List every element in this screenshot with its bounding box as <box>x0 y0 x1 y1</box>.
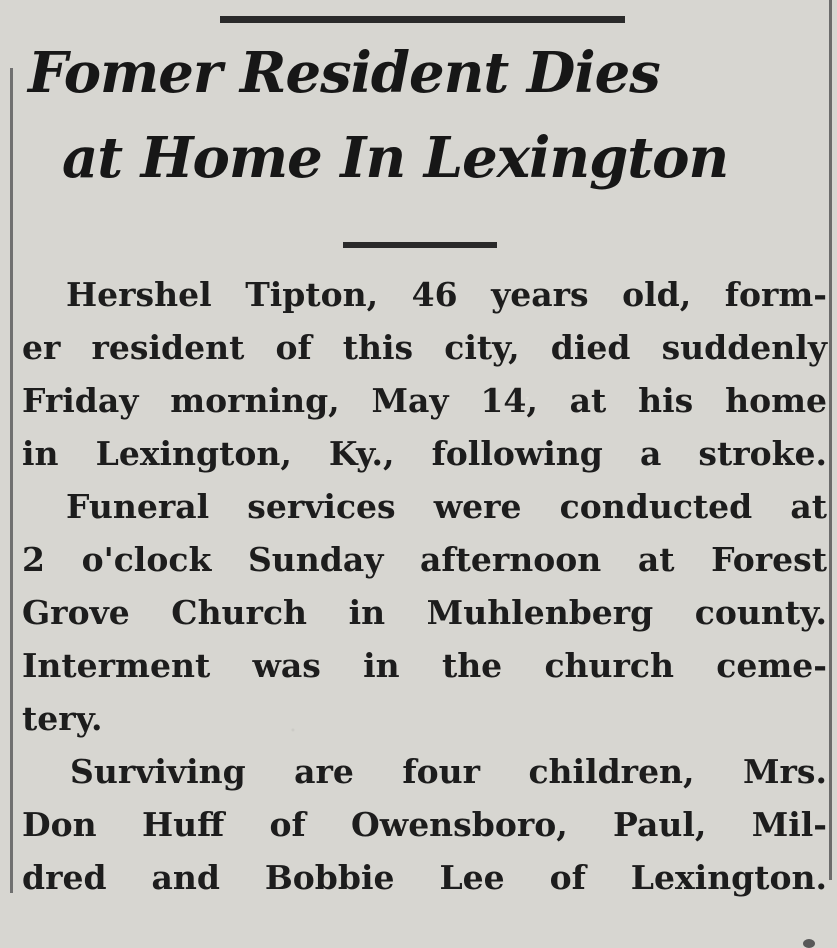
top-divider-rule <box>220 16 625 23</box>
print-speck <box>803 939 815 948</box>
paragraph-3-line-2: Don Huff of Owensboro, Paul, Mil- <box>22 805 827 844</box>
headline-line-1: Fomer Resident Dies <box>28 40 660 106</box>
paragraph-2-line-4: Interment was in the church ceme- <box>22 646 827 685</box>
paragraph-2-line-5: tery. <box>22 699 103 738</box>
paragraph-2-line-3: Grove Church in Muhlenberg county. <box>22 593 827 632</box>
paragraph-1-line-3: Friday morning, May 14, at his home <box>22 381 827 420</box>
paragraph-2-line-1: Funeral services were conducted at <box>66 487 827 526</box>
paragraph-3-line-1: Surviving are four children, Mrs. <box>70 752 827 791</box>
article-body <box>22 268 827 904</box>
paragraph-1-line-1: Hershel Tipton, 46 years old, form- <box>66 275 827 314</box>
left-column-rule <box>10 68 13 893</box>
right-column-rule <box>829 0 832 880</box>
paragraph-1-line-4: in Lexington, Ky., following a stroke. <box>22 434 827 473</box>
headline-divider-rule <box>343 242 497 248</box>
paragraph-1-line-2: er resident of this city, died suddenly <box>22 328 827 367</box>
paragraph-2-line-2: 2 o'clock Sunday afternoon at Forest <box>22 540 827 579</box>
headline-line-2: at Home In Lexington <box>62 125 729 191</box>
paragraph-3-line-3: dred and Bobbie Lee of Lexington. <box>22 858 827 897</box>
